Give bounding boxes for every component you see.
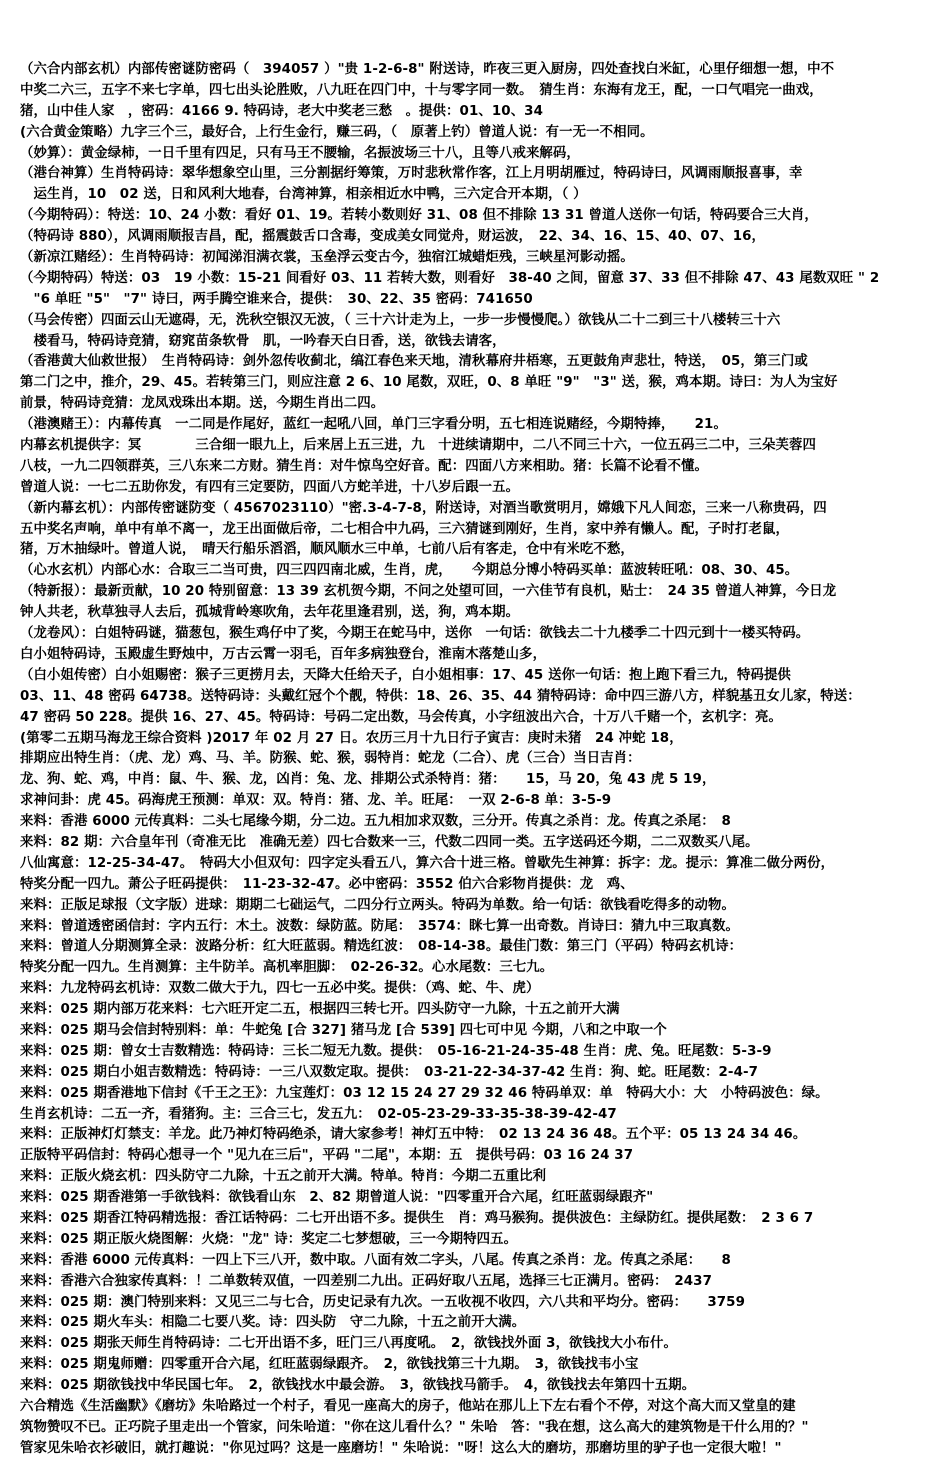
text-line: （妙算）：黄金绿柿，一日千里有四足，只有马王不腰输，名振波场三十八，且等八戒来解码，	[20, 145, 580, 161]
text-line: （特码诗 880），风调雨顺报吉昌，配，摇震鼓舌口含毒，变成美女同觉舟，财运波， 22、34、16、15、40、07、16，	[20, 229, 766, 245]
text-line: 前景，特码诗竞猜：龙凤戏珠出本期。送，今期生肖出二四。	[20, 396, 385, 412]
text-line: 求神问卦：虎 45。码海虎王预测：单双：双。特肖：猪、龙、羊。旺尾： 一双 2-6-8 单：3-5-9	[20, 793, 612, 809]
text-line: 五中奖名声响，单中有单不离一，龙王出面做后帝，二七相合中九码，三六猜谜到刚好，生肖，家中养有懒人。配，子时打老鼠，	[20, 521, 789, 537]
text-line: 白小姐特码诗，玉殿虚生野烛中，万古云霄一羽毛，百年多病独登台，淮南木落楚山多，	[20, 646, 547, 662]
text-line: 来料：025 期欲钱找中华民国七年。 2，欲钱找水中最会游。 3，欲钱找马箭手。 4，欲钱找去年第四十五期。	[20, 1378, 696, 1394]
text-line: 内幕玄机提供字：冥 三合细一眼九上，后来居上五三进，九 十进续请期中，二八不同三十六，一位五码三二中，三朵芙蓉四	[20, 438, 816, 454]
text-line: 正版特平码信封：特码心想寻一个 "见九在三后"，平码 "二尾"，本期：五 提供号码：03 16 24 37	[20, 1148, 634, 1164]
text-line: 来料：82 期：六合皇年刊（奇准无比 准确无差）四七合数来一三，代数二四同一类。五字送码还今期，二二双数买八尾。	[20, 834, 759, 850]
text-line: 来料：025 期正版火烧图解：火烧："龙" 诗：奖定二七梦想破，三一今期特四五。	[20, 1231, 518, 1247]
text-line: 第二门之中，推介，29、45。若转第三门，则应注意 2 6、10 尾数，双旺，0、8 单旺 "9" "3" 送，猴，鸡本期。诗曰：为人为宝好	[20, 375, 838, 391]
text-line: 特奖分配一四九。萧公子旺码提供： 11-23-32-47。必中密码：3552 伯六合彩物肖提供：龙 鸡、	[20, 876, 634, 892]
text-line: （特新报）：最新贡献，10 20 特别留意：13 39 玄机贺今期，不问之处望可回，一六佳节有良机，贴士： 24 35 曾道人神算，今日龙	[20, 584, 837, 600]
text-line: 排期应出特生肖：（虎、龙）鸡、马、羊。防猴、蛇、猴，弱特肖：蛇龙（二合）、虎（三合）当日吉肖：	[20, 751, 641, 767]
text-line: 来料：曾道透密函信封：字内五行：木土。波数：绿防蓝。防尾： 3574：眯七算一出奇数。肖诗曰：猜九中三取真数。	[20, 918, 739, 934]
text-line: 来料：025 期张天师生肖特码诗：二七开出语不多，旺门三八再度吼。 2，欲钱找外面 3，欲钱找大小布什。	[20, 1336, 677, 1352]
text-line: （港澳赌王）：内幕传真 一二同是作尾好，蓝红一起吼八回，单门三字看分明，五七相连说赌经，今期特捧， 21。	[20, 417, 727, 433]
text-line: 来料：025 期马会信封特别料：单：牛蛇兔 [合 327] 猪马龙 [合 539] 四七可中见 今期，八和之中取一个	[20, 1022, 667, 1038]
text-line: 运生肖，10 02 送，日和风利大地春，台湾神算，相亲相近水中鸭，三六定合开本期，（ ）	[20, 187, 587, 203]
text-line: "6 单旺 "5" "7" 诗曰，两手腾空谁来合，提供： 30、22、35 密码：741650	[20, 291, 533, 307]
text-line: 47 密码 50 228。提供 16、27、45。特码诗：号码二定出数，马会传真，小字纽波出六合，十万八千赌一个，玄机字：亮。	[20, 709, 783, 725]
text-line: 筑物赞叹不已。正巧院子里走出一个管家，问朱哈道："你在这儿看什么？" 朱哈 答："我在想，这么高大的建筑物是干什么用的？"	[20, 1419, 809, 1435]
text-line: 来料：香港 6000 元传真料：一四上下三八开，数中取。八面有效二字头，八尾。传真之杀肖：龙。传真之杀尾： 8	[20, 1252, 731, 1268]
text-line: 来料：025 期：曾女士吉数精选：特码诗：三长二短无九数。提供： 05-16-21-24-35-48 生肖：虎、兔。旺尾数：5-3-9	[20, 1043, 772, 1059]
text-line: （新凉江赌经）：生肖特码诗：初闻涕泪满衣裳，玉垒浮云变古今，独宿江城蜡炬残，三峡星河影动摇。	[20, 250, 634, 266]
text-line: （新内幕玄机）：内部传密谜防变（ 4567023110）"密.3-4-7-8，附送诗，对酒当歌赏明月，嫦娥下凡人间恋，三来一八称贵码，四	[20, 500, 827, 516]
text-line: 楼看马，特码诗竞猜，窈窕苗条软骨 肌，一吟春天白日香，送，欲钱去请客，	[20, 333, 506, 349]
text-line: （香港黄大仙救世报） 生肖特码诗：剑外忽传收蓟北，缟江春色来天地，清秋幕府井梧寒，五更鼓角声悲壮，特送， 05，第三门或	[20, 354, 808, 370]
text-line: 来料：025 期鬼师赠：四零重开合六尾，红旺蓝弱绿跟齐。 2，欲钱找第三十九期。 3，欲钱找韦小宝	[20, 1357, 639, 1373]
text-line: 生肖玄机诗：二五一齐，看猪狗。主：三合三七，发五九： 02-05-23-29-33-35-38-39-42-47	[20, 1106, 617, 1122]
text-line: 来料：025 期香江特码精选报：香江话特码：二七开出语不多。提供生 肖：鸡马猴狗。提供波色：主绿防红。提供尾数： 2 3 6 7	[20, 1210, 814, 1226]
text-line: 来料：香港 6000 元传真料：二头七尾缘今期，分二边。五九相加求双数，三分开。传真之杀肖：龙。传真之杀尾： 8	[20, 814, 731, 830]
text-line: （白小姐传密）白小姐赐密：猴子三更捞月去，天降大任给天子，白小姐相事：17、45 送你一句话：抱上跑下看三九，特码提供	[20, 667, 791, 683]
text-line: 六合精选《生活幽默》《磨坊》朱哈路过一个村子，看见一座高大的房子，他站在那儿上下左右看个不停，对这个高大而又堂皇的建	[20, 1399, 796, 1414]
text-line: (六合黄金策略）九字三个三，最好合，上行生金行，赚三码，（ 原著上钓）曾道人说：有一无一不相同。	[20, 124, 654, 140]
text-line: 龙、狗、蛇、鸡，中肖：鼠、牛、猴、龙，凶肖：兔、龙、排期公式杀特肖：猪： 15，马 20，兔 43 虎 5 19，	[20, 772, 716, 788]
text-line: 钟人共老，秋草独寻人去后，孤城背岭寒吹角，去年花里逢君别，送，狗，鸡本期。	[20, 605, 520, 621]
text-line: （港台神算）生肖特码诗：翠华想象空山里，三分割据纡筹策，万时悲秋常作客，江上月明胡雁过，特码诗曰，风调雨顺报喜事，幸	[20, 166, 803, 182]
text-line: （龙卷风）：白姐特码谜，猫葱包，猴生鸡仔中了奖，今期王在蛇马中，送你 一句话：欲钱去二十九楼季二十四元到十一楼买特码。	[20, 626, 810, 642]
text-line: 来料：正版神灯灯禁支：羊龙。此乃神灯特码绝杀，请大家参考！神灯五中特： 02 13 24 36 48。五个平：05 13 24 34 46。	[20, 1127, 807, 1143]
text-line: 来料：曾道人分期测算全录：波路分析：红大旺蓝弱。精选红波： 08-14-38。最佳门数：第三门（平码）特码玄机诗：	[20, 939, 743, 955]
text-line: (第零二五期马海龙王综合资料 )2017 年 02 月 27 日。农历三月十九日行子寅吉：庚时未猪 24 冲蛇 18，	[20, 730, 683, 746]
text-line: 中奖二六三，五字不来七字单，四七出头论胜败，八九旺在四门中，十与零字同一数。 猜生肖：东海有龙王，配，一口气唱完一曲戏，	[20, 82, 823, 98]
text-line: 曾道人说：一七二五助你发，有四有三定要防，四面八方蛇羊进，十八岁后跟一五。	[20, 479, 520, 495]
text-line: 管家见朱哈衣衫破旧，就打趣说："你见过吗？这是一座磨坊！" 朱哈说："呀！这么大的磨坊，那磨坊里的驴子也一定很大啦！"	[20, 1440, 782, 1456]
text-line: 猪，万木抽绿叶。曾道人说， 晴天行船乐滔滔，顺风顺水三中单，七前八后有客走，仓中有米吃不愁，	[20, 542, 634, 558]
text-line: 来料：025 期白小姐吉数精选：特码诗：一三八双数定取。提供： 03-21-22-34-37-42 生肖：狗、蛇。旺尾数：2-4-7	[20, 1064, 759, 1080]
text-line: 来料：025 期火车头：相隐二七要八奖。诗：四头防 守二九除，十五之前开大满。	[20, 1315, 526, 1331]
text-line: （马会传密）四面云山无遮碍，无，洗秋空银汉无波，（ 三十六计走为上，一步一步慢慢爬。）欲钱从二十二到三十八楼转三十六	[20, 312, 781, 328]
text-line: 来料：025 期：澳门特别来料：又见三二与七合，历史记录有九次。一五收视不收四，六八共和平均分。密码： 3759	[20, 1294, 746, 1310]
text-line: 来料：正版足球报（文字版）进球：期期二七础运气，二四分行立两头。特码为单数。给一句话：欲钱看吃得多的动物。	[20, 897, 735, 913]
text-line: 来料：025 期香港地下信封《千王之王》：九宝莲灯：03 12 15 24 27 29 32 46 特码单双：单 特码大小：大 小特码波色：绿。	[20, 1085, 829, 1101]
text-line: （今期特码）：特送：10、24 小数：看好 01、19。若转小数则好 31、08 但不排除 13 31 曾道人送你一句话，特码要合三大肖，	[20, 208, 818, 224]
text-line: 来料：九龙特码玄机诗：双数二做大于九，四七一五必中奖。提供：（鸡、蛇、牛、虎）	[20, 981, 540, 997]
text-line: 八枝，一九二四领群英，三八东来二方财。猜生肖：对牛惊鸟空好音。配：四面八方来相助。猪：长篇不论看不懂。	[20, 458, 709, 474]
text-line: （今期特码）特送：03 19 小数：15-21 间看好 03、11 若转大数，则看好 38-40 之间，留意 37、33 但不排除 47、43 尾数双旺 " 2	[20, 270, 880, 286]
text-line: （六合内部玄机）内部传密谜防密码（ 394057 ）"贵 1-2-6-8" 附送诗，昨夜三更入厨房，四处查找白米缸，心里仔细想一想，中不	[20, 62, 835, 77]
text-line: 来料：025 期内部万花来料：七六旺开定二五，根据四三转七开。四头防守一九除，十五之前开大满	[20, 1002, 620, 1018]
text-line: 特奖分配一四九。生肖测算：主牛防羊。高机率胆脚： 02-26-32。心水尾数：三七九。	[20, 960, 554, 976]
text-line: 来料：香港六合独家传真料：！二单数转双值，一四差别二九出。正码好取八五尾，选择三七正满月。密码： 2437	[20, 1273, 713, 1289]
text-line: 来料：025 期香港第一手欲钱料：欲钱看山东 2、82 期曾道人说："四零重开合六尾，红旺蓝弱绿跟齐"	[20, 1190, 654, 1206]
text-line: 八仙寓意：12-25-34-47。 特码大小但双句：四字定头看五八，算六合十进三格。曾歇先生神算：拆字：龙。提示：算准二做分两份，	[20, 855, 835, 871]
text-line: 来料：正版火烧玄机：四头防守二九除，十五之前开大满。特单。特肖：今期二五重比利	[20, 1169, 547, 1185]
text-line: 猪，山中佳人家 ，密码：4166 9. 特码诗，老大中奖老三愁 。提供：01、10、34	[20, 103, 544, 119]
text-line: 03、11、48 密码 64738。送特码诗：头戴红冠个个靓，特供：18、26、35、44 猜特码诗：命中四三游八方，样貌基丑女儿家，特送：	[20, 688, 861, 704]
text-line: （心水玄机）内部心水：合取三二当可贵，四三四四南北威，生肖，虎， 今期总分博小特码买单：蓝波转旺吼：08、30、45。	[20, 563, 799, 579]
